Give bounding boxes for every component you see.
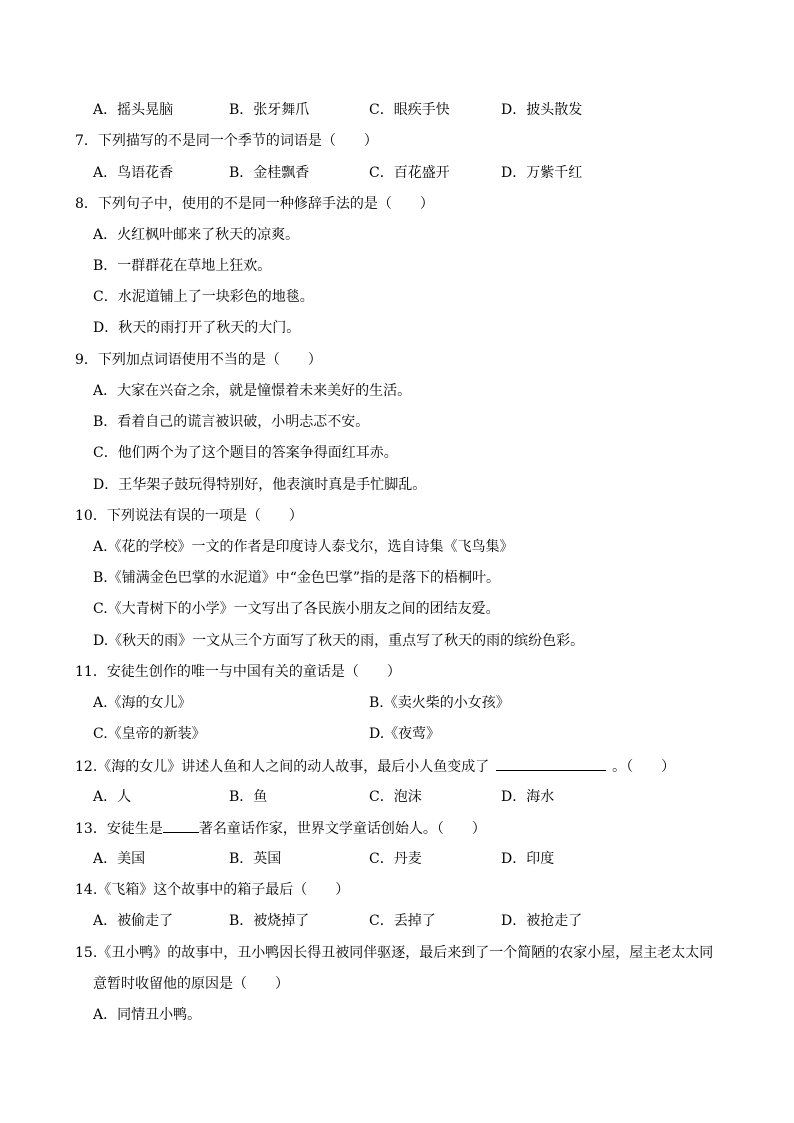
q6-option-a: A．摇头晃脑: [93, 102, 174, 118]
q7-option-b: B．金桂飘香: [229, 165, 310, 181]
q13-option-d: D．印度: [501, 851, 555, 867]
q13-answer-blank: [163, 818, 199, 833]
q10-option-c: C.《大青树下的小学》一文写出了各民族小朋友之间的团结友爱。: [93, 601, 500, 617]
q12-option-c: C．泡沫: [369, 789, 422, 805]
q6-option-d: D．披头散发: [501, 102, 583, 118]
q14-option-c: C．丢掉了: [369, 913, 436, 929]
q6-option-c: C．眼疾手快: [369, 102, 450, 118]
q7-option-a: A．鸟语花香: [93, 165, 174, 181]
q11-option-a: A.《海的女儿》: [93, 695, 192, 711]
q12-option-d: D．海水: [501, 789, 555, 805]
q14-option-d: D．被抢走了: [501, 913, 583, 929]
q14-option-b: B．被烧掉了: [229, 913, 310, 929]
q12-answer-blank: [496, 756, 606, 771]
q12-option-b: B．鱼: [229, 789, 268, 805]
q15-stem-line1: 15.《丑小鸭》的故事中，丑小鸭因长得丑被同伴驱逐，最后来到了一个简陋的农家小屋，屋主老太太同: [75, 945, 714, 961]
q13-stem: [75, 818, 486, 839]
q14-stem: 14.《飞箱》这个故事中的箱子最后（ ）: [75, 882, 350, 898]
q7-stem: 7．下列描写的不是同一个季节的词语是（ ）: [75, 133, 378, 149]
q15-stem-line2: 意暂时收留他的原因是（ ）: [93, 976, 289, 992]
q11-option-c: C.《皇帝的新装》: [93, 726, 206, 742]
q9-stem: 9．下列加点词语使用不当的是（ ）: [75, 352, 322, 368]
q13-option-b: B．英国: [229, 851, 282, 867]
q12-stem: [75, 756, 675, 777]
q13-option-c: C．丹麦: [369, 851, 422, 867]
q12-stem-tail: 。（ ）: [612, 759, 676, 775]
q9-option-a: A．大家在兴奋之余，就是憧憬着未来美好的生活。: [93, 383, 412, 399]
q7-option-d: D．万紫千红: [501, 165, 583, 181]
q6-option-b: B．张牙舞爪: [229, 102, 310, 118]
q13-stem-tail: 著名童话作家，世界文学童话创始人。（ ）: [198, 821, 486, 837]
q10-option-a: A.《花的学校》一文的作者是印度诗人泰戈尔，选自诗集《飞鸟集》: [93, 539, 514, 555]
q9-option-c: C．他们两个为了这个题目的答案争得面红耳赤。: [93, 445, 398, 461]
q8-option-c: C．水泥道铺上了一块彩色的地毯。: [93, 289, 314, 305]
q13-stem-text: 13．安徒生是: [75, 821, 163, 837]
q11-option-d: D.《夜莺》: [369, 726, 441, 742]
q8-option-a: A．火红枫叶邮来了秋天的凉爽。: [93, 227, 300, 243]
q11-option-b: B.《卖火柴的小女孩》: [369, 695, 510, 711]
q12-option-a: A．人: [93, 789, 132, 805]
q14-option-a: A．被偷走了: [93, 913, 174, 929]
q9-option-d: D．王华架子鼓玩得特别好，他表演时真是手忙脚乱。: [93, 477, 427, 493]
q13-option-a: A．美国: [93, 851, 146, 867]
q15-option-a: A．同情丑小鸭。: [93, 1007, 202, 1023]
q8-option-d: D．秋天的雨打开了秋天的大门。: [93, 320, 301, 336]
q8-stem: 8．下列句子中，使用的不是同一种修辞手法的是（ ）: [75, 196, 434, 212]
q7-option-c: C．百花盛开: [369, 165, 450, 181]
q10-option-b: B.《铺满金色巴掌的水泥道》中“金色巴掌”指的是落下的梧桐叶。: [93, 570, 501, 586]
q9-option-b: B．看着自己的谎言被识破，小明忐忑不安。: [93, 414, 370, 430]
q12-stem-text: 12.《海的女儿》讲述人鱼和人之间的动人故事，最后小人鱼变成了: [75, 759, 490, 775]
q10-option-d: D.《秋天的雨》一文从三个方面写了秋天的雨，重点写了秋天的雨的缤纷色彩。: [93, 633, 585, 649]
q10-stem: 10．下列说法有误的一项是（ ）: [75, 508, 303, 524]
q8-option-b: B．一群群花在草地上狂欢。: [93, 258, 272, 274]
q11-stem: 11．安徒生创作的唯一与中国有关的童话是（ ）: [75, 664, 401, 680]
